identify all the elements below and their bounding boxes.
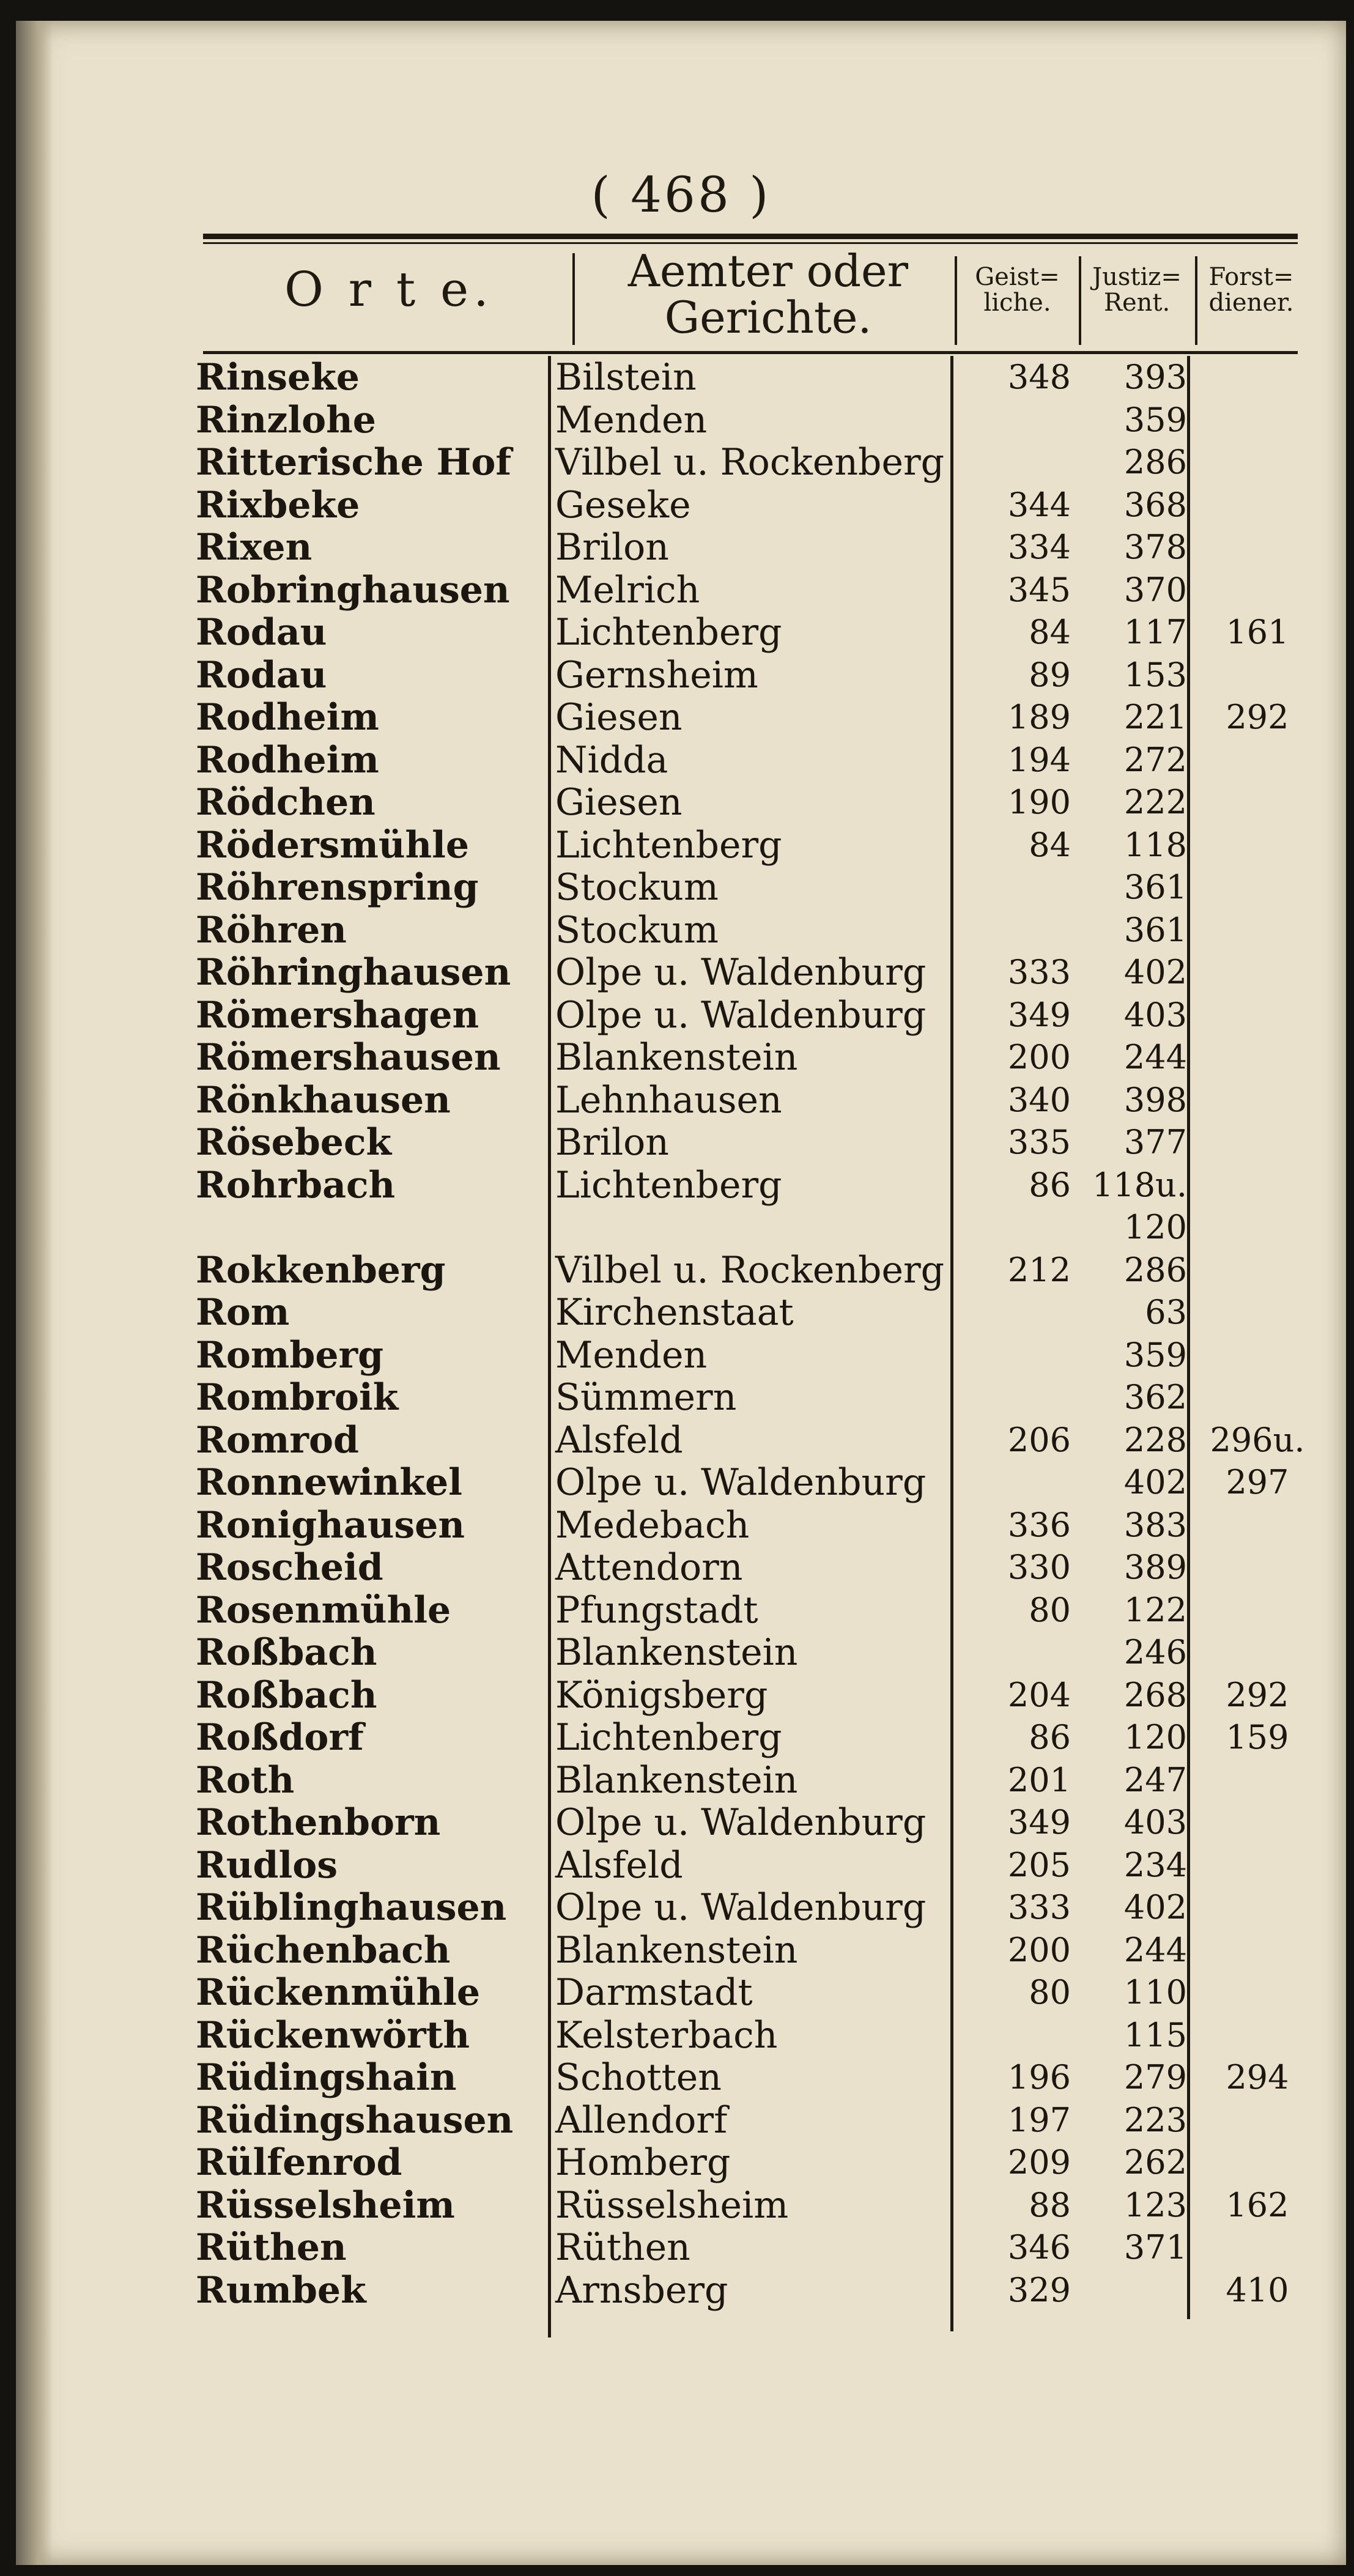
office-name: Attendorn: [555, 1546, 743, 1589]
justiz-value: 247: [1123, 1761, 1187, 1799]
place-name: Rixbeke: [196, 484, 360, 527]
table-row: [16, 951, 1346, 994]
table-row: [16, 1079, 1346, 1122]
office-name: Olpe u. Waldenburg: [555, 994, 927, 1037]
header-aemter-line1: Aemter oder: [627, 245, 909, 297]
office-name: Gernsheim: [555, 654, 758, 697]
office-name: Vilbel u. Rockenberg: [555, 1249, 945, 1292]
header-top-rule: [203, 234, 1298, 239]
geist-value: 190: [1007, 783, 1071, 821]
table-row: [16, 611, 1346, 654]
table-row: [16, 1589, 1346, 1632]
geist-value: 205: [1007, 1846, 1071, 1884]
office-name: Schotten: [555, 2056, 722, 2099]
place-name: Rödchen: [196, 781, 375, 824]
office-name: Allendorf: [555, 2099, 728, 2142]
table-row: [16, 1291, 1346, 1334]
justiz-value: 223: [1123, 2101, 1187, 2139]
table-row: [16, 1971, 1346, 2014]
justiz-value: 222: [1123, 783, 1187, 821]
header-divider-1: [572, 253, 575, 345]
office-name: Königsberg: [555, 1674, 768, 1717]
place-name: Rodheim: [196, 696, 379, 739]
header-forst-line1: Forst=: [1208, 263, 1294, 291]
office-name: Blankenstein: [555, 1929, 798, 1972]
geist-value: 206: [1007, 1421, 1071, 1459]
justiz-value: 286: [1123, 1251, 1187, 1289]
geist-value: 348: [1007, 358, 1071, 396]
justiz-value: 370: [1123, 571, 1187, 609]
place-name: Ronighausen: [196, 1504, 465, 1547]
justiz-value: 279: [1123, 2058, 1187, 2097]
place-name: Rodheim: [196, 739, 379, 782]
table-row: [16, 1376, 1346, 1419]
place-name: Robringhausen: [196, 569, 510, 612]
header-geist-line1: Geist=: [975, 263, 1060, 291]
geist-value: 189: [1007, 698, 1071, 736]
header-forst: [1199, 264, 1303, 316]
justiz-value: 361: [1123, 868, 1187, 906]
geist-value: 201: [1007, 1761, 1071, 1799]
justiz-value: 117: [1123, 613, 1187, 651]
table-row: [16, 1504, 1346, 1547]
geist-value: 80: [1029, 1973, 1071, 2012]
place-name: Roßbach: [196, 1674, 377, 1717]
book-page: [16, 21, 1346, 2565]
table-row: [16, 1249, 1346, 1292]
header-orte: O r t e.: [284, 262, 494, 317]
table-row: [16, 1121, 1346, 1164]
table-row: [16, 2269, 1346, 2312]
place-name: Ronnewinkel: [196, 1461, 462, 1504]
geist-value: 209: [1007, 2143, 1071, 2182]
justiz-value: 403: [1123, 1803, 1187, 1841]
geist-value: 200: [1007, 1038, 1071, 1076]
forst-value: 410: [1226, 2271, 1289, 2309]
table-row: [16, 994, 1346, 1037]
table-row: [16, 1716, 1346, 1759]
header-justiz: [1085, 264, 1189, 316]
table-row: [16, 2226, 1346, 2269]
justiz-value: 359: [1123, 1336, 1187, 1374]
office-name: Pfungstadt: [555, 1589, 758, 1632]
place-name: Rückenmühle: [196, 1971, 481, 2014]
justiz-value: 378: [1123, 528, 1187, 566]
header-aemter: [585, 245, 952, 343]
table-row: [16, 1461, 1346, 1504]
place-name: Ritterische Hof: [196, 441, 512, 484]
geist-value: 330: [1007, 1548, 1071, 1586]
justiz-value: 120: [1123, 1718, 1187, 1756]
place-name: Rüchenbach: [196, 1929, 451, 1972]
justiz-value: 383: [1123, 1506, 1187, 1544]
table-row: [16, 2184, 1346, 2227]
table-row: [16, 356, 1346, 399]
place-name: Rixen: [196, 526, 313, 569]
header-geist: [961, 264, 1074, 316]
place-name: Rüdingshain: [196, 2056, 457, 2099]
header-top-rule-thin: [203, 242, 1298, 244]
justiz-value: 122: [1123, 1591, 1187, 1629]
place-name: Romberg: [196, 1334, 384, 1377]
justiz-value: 244: [1123, 1038, 1187, 1076]
place-name: Rückenwörth: [196, 2014, 470, 2057]
office-name: Geseke: [555, 484, 691, 527]
office-name: Medebach: [555, 1504, 750, 1547]
place-name: Rödersmühle: [196, 824, 470, 867]
office-name: Sümmern: [555, 1376, 737, 1419]
justiz-value: 393: [1123, 358, 1187, 396]
geist-value: 196: [1007, 2058, 1071, 2097]
table-row: [16, 569, 1346, 612]
geist-value: 333: [1007, 953, 1071, 991]
office-name: Arnsberg: [555, 2269, 728, 2312]
table-row: [16, 1759, 1346, 1802]
forst-value: 161: [1226, 613, 1289, 651]
header-divider-4: [1195, 256, 1197, 345]
table-row: [16, 2056, 1346, 2099]
office-name: Darmstadt: [555, 1971, 753, 2014]
geist-value: 204: [1007, 1676, 1071, 1714]
office-name: Nidda: [555, 739, 668, 782]
place-name: Rumbek: [196, 2269, 366, 2312]
place-name: Röhringhausen: [196, 951, 511, 994]
geist-value: 340: [1007, 1081, 1071, 1119]
header-justiz-line1: Justiz=: [1092, 263, 1182, 291]
justiz-value: 118u.: [1092, 1166, 1187, 1204]
header-divider-2: [955, 256, 957, 345]
table-row: [16, 1631, 1346, 1674]
header-bottom-rule: [203, 351, 1298, 354]
place-name: Rohrbach: [196, 1164, 396, 1207]
table-row: [16, 824, 1346, 867]
forst-value: 294: [1226, 2058, 1289, 2097]
table-row: [16, 654, 1346, 697]
place-name: Rüdingshausen: [196, 2099, 514, 2142]
place-name: Roßdorf: [196, 1716, 364, 1759]
office-name: Stockum: [555, 909, 719, 952]
place-name: Rom: [196, 1291, 290, 1334]
geist-value: 349: [1007, 996, 1071, 1034]
geist-value: 89: [1029, 656, 1071, 694]
forst-value: 296u.: [1210, 1421, 1305, 1459]
justiz-value: 153: [1123, 656, 1187, 694]
table-row: [16, 1886, 1346, 1929]
header-geist-line2: liche.: [983, 289, 1051, 317]
place-name: Rinseke: [196, 356, 360, 399]
forst-value: 292: [1226, 698, 1289, 736]
place-name: Rosenmühle: [196, 1589, 451, 1632]
table-row: [16, 1801, 1346, 1844]
office-name: Giesen: [555, 781, 683, 824]
place-name: Romrod: [196, 1419, 359, 1462]
table-row: [16, 866, 1346, 909]
justiz-value: 246: [1123, 1633, 1187, 1671]
table-row: [16, 696, 1346, 739]
geist-value: 336: [1007, 1506, 1071, 1544]
place-name: Römershausen: [196, 1036, 501, 1079]
geist-value: 86: [1029, 1718, 1071, 1756]
justiz-value: 359: [1123, 401, 1187, 439]
office-name: Melrich: [555, 569, 700, 612]
geist-value: 80: [1029, 1591, 1071, 1629]
place-name: Röhren: [196, 909, 347, 952]
forst-value: 159: [1226, 1718, 1289, 1756]
table-row: [16, 1334, 1346, 1377]
justiz-value: 123: [1123, 2186, 1187, 2224]
office-name: Blankenstein: [555, 1759, 798, 1802]
office-name: Olpe u. Waldenburg: [555, 1801, 927, 1844]
justiz-value: 234: [1123, 1846, 1187, 1884]
office-name: Lehnhausen: [555, 1079, 782, 1122]
header-justiz-line2: Rent.: [1103, 289, 1171, 317]
justiz-value: 403: [1123, 996, 1187, 1034]
office-name: Lichtenberg: [555, 1716, 782, 1759]
table-row: [16, 1844, 1346, 1887]
geist-value: 194: [1007, 741, 1071, 779]
office-name: Brilon: [555, 1121, 669, 1164]
office-name: Olpe u. Waldenburg: [555, 1461, 927, 1504]
office-name: Lichtenberg: [555, 824, 782, 867]
place-name: Rösebeck: [196, 1121, 392, 1164]
justiz-value: 228: [1123, 1421, 1187, 1459]
geist-value: 84: [1029, 826, 1071, 864]
table-row: [16, 2141, 1346, 2184]
table-row: [16, 1674, 1346, 1717]
table-row: [16, 909, 1346, 952]
justiz-value: 115: [1123, 2016, 1187, 2054]
justiz-value: 402: [1123, 953, 1187, 991]
office-name: Lichtenberg: [555, 611, 782, 654]
page-number: ( 468 ): [591, 166, 771, 223]
forst-value: 162: [1226, 2186, 1289, 2224]
place-name: Rokkenberg: [196, 1249, 446, 1292]
office-name: Blankenstein: [555, 1631, 798, 1674]
office-name: Blankenstein: [555, 1036, 798, 1079]
office-name: Homberg: [555, 2141, 731, 2184]
forst-value: 297: [1226, 1463, 1289, 1501]
table-row: [16, 441, 1346, 484]
table-row: [16, 399, 1346, 442]
justiz-value: 371: [1123, 2228, 1187, 2267]
table-row: [16, 781, 1346, 824]
office-name: Bilstein: [555, 356, 697, 399]
place-name: Roscheid: [196, 1546, 383, 1589]
justiz-value: 368: [1123, 486, 1187, 524]
table-row: [16, 1929, 1346, 1972]
table-row: [16, 484, 1346, 527]
geist-value: 86: [1029, 1166, 1071, 1204]
table-row: [16, 1546, 1346, 1589]
table-row: [16, 526, 1346, 569]
justiz-value: 262: [1123, 2143, 1187, 2182]
office-name: Stockum: [555, 866, 719, 909]
table-row: [16, 1206, 1346, 1249]
office-name: Brilon: [555, 526, 669, 569]
justiz-value: 402: [1123, 1463, 1187, 1501]
place-name: Rodau: [196, 654, 327, 697]
justiz-value: 268: [1123, 1676, 1187, 1714]
geist-value: 334: [1007, 528, 1071, 566]
justiz-value: 402: [1123, 1888, 1187, 1926]
office-name: Giesen: [555, 696, 683, 739]
office-name: Alsfeld: [555, 1844, 683, 1887]
place-name: Rudlos: [196, 1844, 338, 1887]
place-name: Rüthen: [196, 2226, 347, 2269]
header-divider-3: [1079, 256, 1081, 345]
place-name: Roth: [196, 1759, 295, 1802]
office-name: Kirchenstaat: [555, 1291, 794, 1334]
place-name: Rönkhausen: [196, 1079, 451, 1122]
header-aemter-line2: Gerichte.: [664, 291, 872, 343]
justiz-value: 63: [1145, 1293, 1187, 1331]
geist-value: 349: [1007, 1803, 1071, 1841]
table-row: [16, 1419, 1346, 1462]
office-name: Menden: [555, 1334, 708, 1377]
geist-value: 197: [1007, 2101, 1071, 2139]
place-name: Rombroik: [196, 1376, 399, 1419]
place-name: Röhrenspring: [196, 866, 479, 909]
geist-value: 200: [1007, 1931, 1071, 1969]
table-row: [16, 739, 1346, 782]
office-name: Lichtenberg: [555, 1164, 782, 1207]
forst-value: 292: [1226, 1676, 1289, 1714]
geist-value: 346: [1007, 2228, 1071, 2267]
justiz-value: 244: [1123, 1931, 1187, 1969]
table-row: [16, 1036, 1346, 1079]
geist-value: 344: [1007, 486, 1071, 524]
office-name: Vilbel u. Rockenberg: [555, 441, 945, 484]
place-name: Rüblinghausen: [196, 1886, 507, 1929]
office-name: Kelsterbach: [555, 2014, 778, 2057]
justiz-value: 362: [1123, 1378, 1187, 1416]
place-name: Rothenborn: [196, 1801, 441, 1844]
justiz-value: 118: [1123, 826, 1187, 864]
geist-value: 335: [1007, 1123, 1071, 1161]
geist-value: 84: [1029, 613, 1071, 651]
office-name: Rüthen: [555, 2226, 690, 2269]
table-row: [16, 2014, 1346, 2057]
place-name: Rülfenrod: [196, 2141, 402, 2184]
geist-value: 329: [1007, 2271, 1071, 2309]
place-name: Römershagen: [196, 994, 479, 1037]
justiz-value: 398: [1123, 1081, 1187, 1119]
office-name: Olpe u. Waldenburg: [555, 1886, 927, 1929]
geist-value: 212: [1007, 1251, 1071, 1289]
justiz-value: 120: [1123, 1208, 1187, 1246]
justiz-value: 221: [1123, 698, 1187, 736]
geist-value: 345: [1007, 571, 1071, 609]
office-name: Menden: [555, 399, 708, 442]
office-name: Rüsselsheim: [555, 2184, 789, 2227]
justiz-value: 361: [1123, 911, 1187, 949]
header-forst-line2: diener.: [1208, 289, 1294, 317]
place-name: Rinzlohe: [196, 399, 376, 442]
office-name: Alsfeld: [555, 1419, 683, 1462]
place-name: Rodau: [196, 611, 327, 654]
place-name: Rüsselsheim: [196, 2184, 455, 2227]
office-name: Olpe u. Waldenburg: [555, 951, 927, 994]
justiz-value: 389: [1123, 1548, 1187, 1586]
table-row: [16, 1164, 1346, 1207]
justiz-value: 110: [1123, 1973, 1187, 2012]
justiz-value: 286: [1123, 443, 1187, 481]
table-row: [16, 2099, 1346, 2142]
justiz-value: 272: [1123, 741, 1187, 779]
place-name: Roßbach: [196, 1631, 377, 1674]
justiz-value: 377: [1123, 1123, 1187, 1161]
geist-value: 88: [1029, 2186, 1071, 2224]
geist-value: 333: [1007, 1888, 1071, 1926]
